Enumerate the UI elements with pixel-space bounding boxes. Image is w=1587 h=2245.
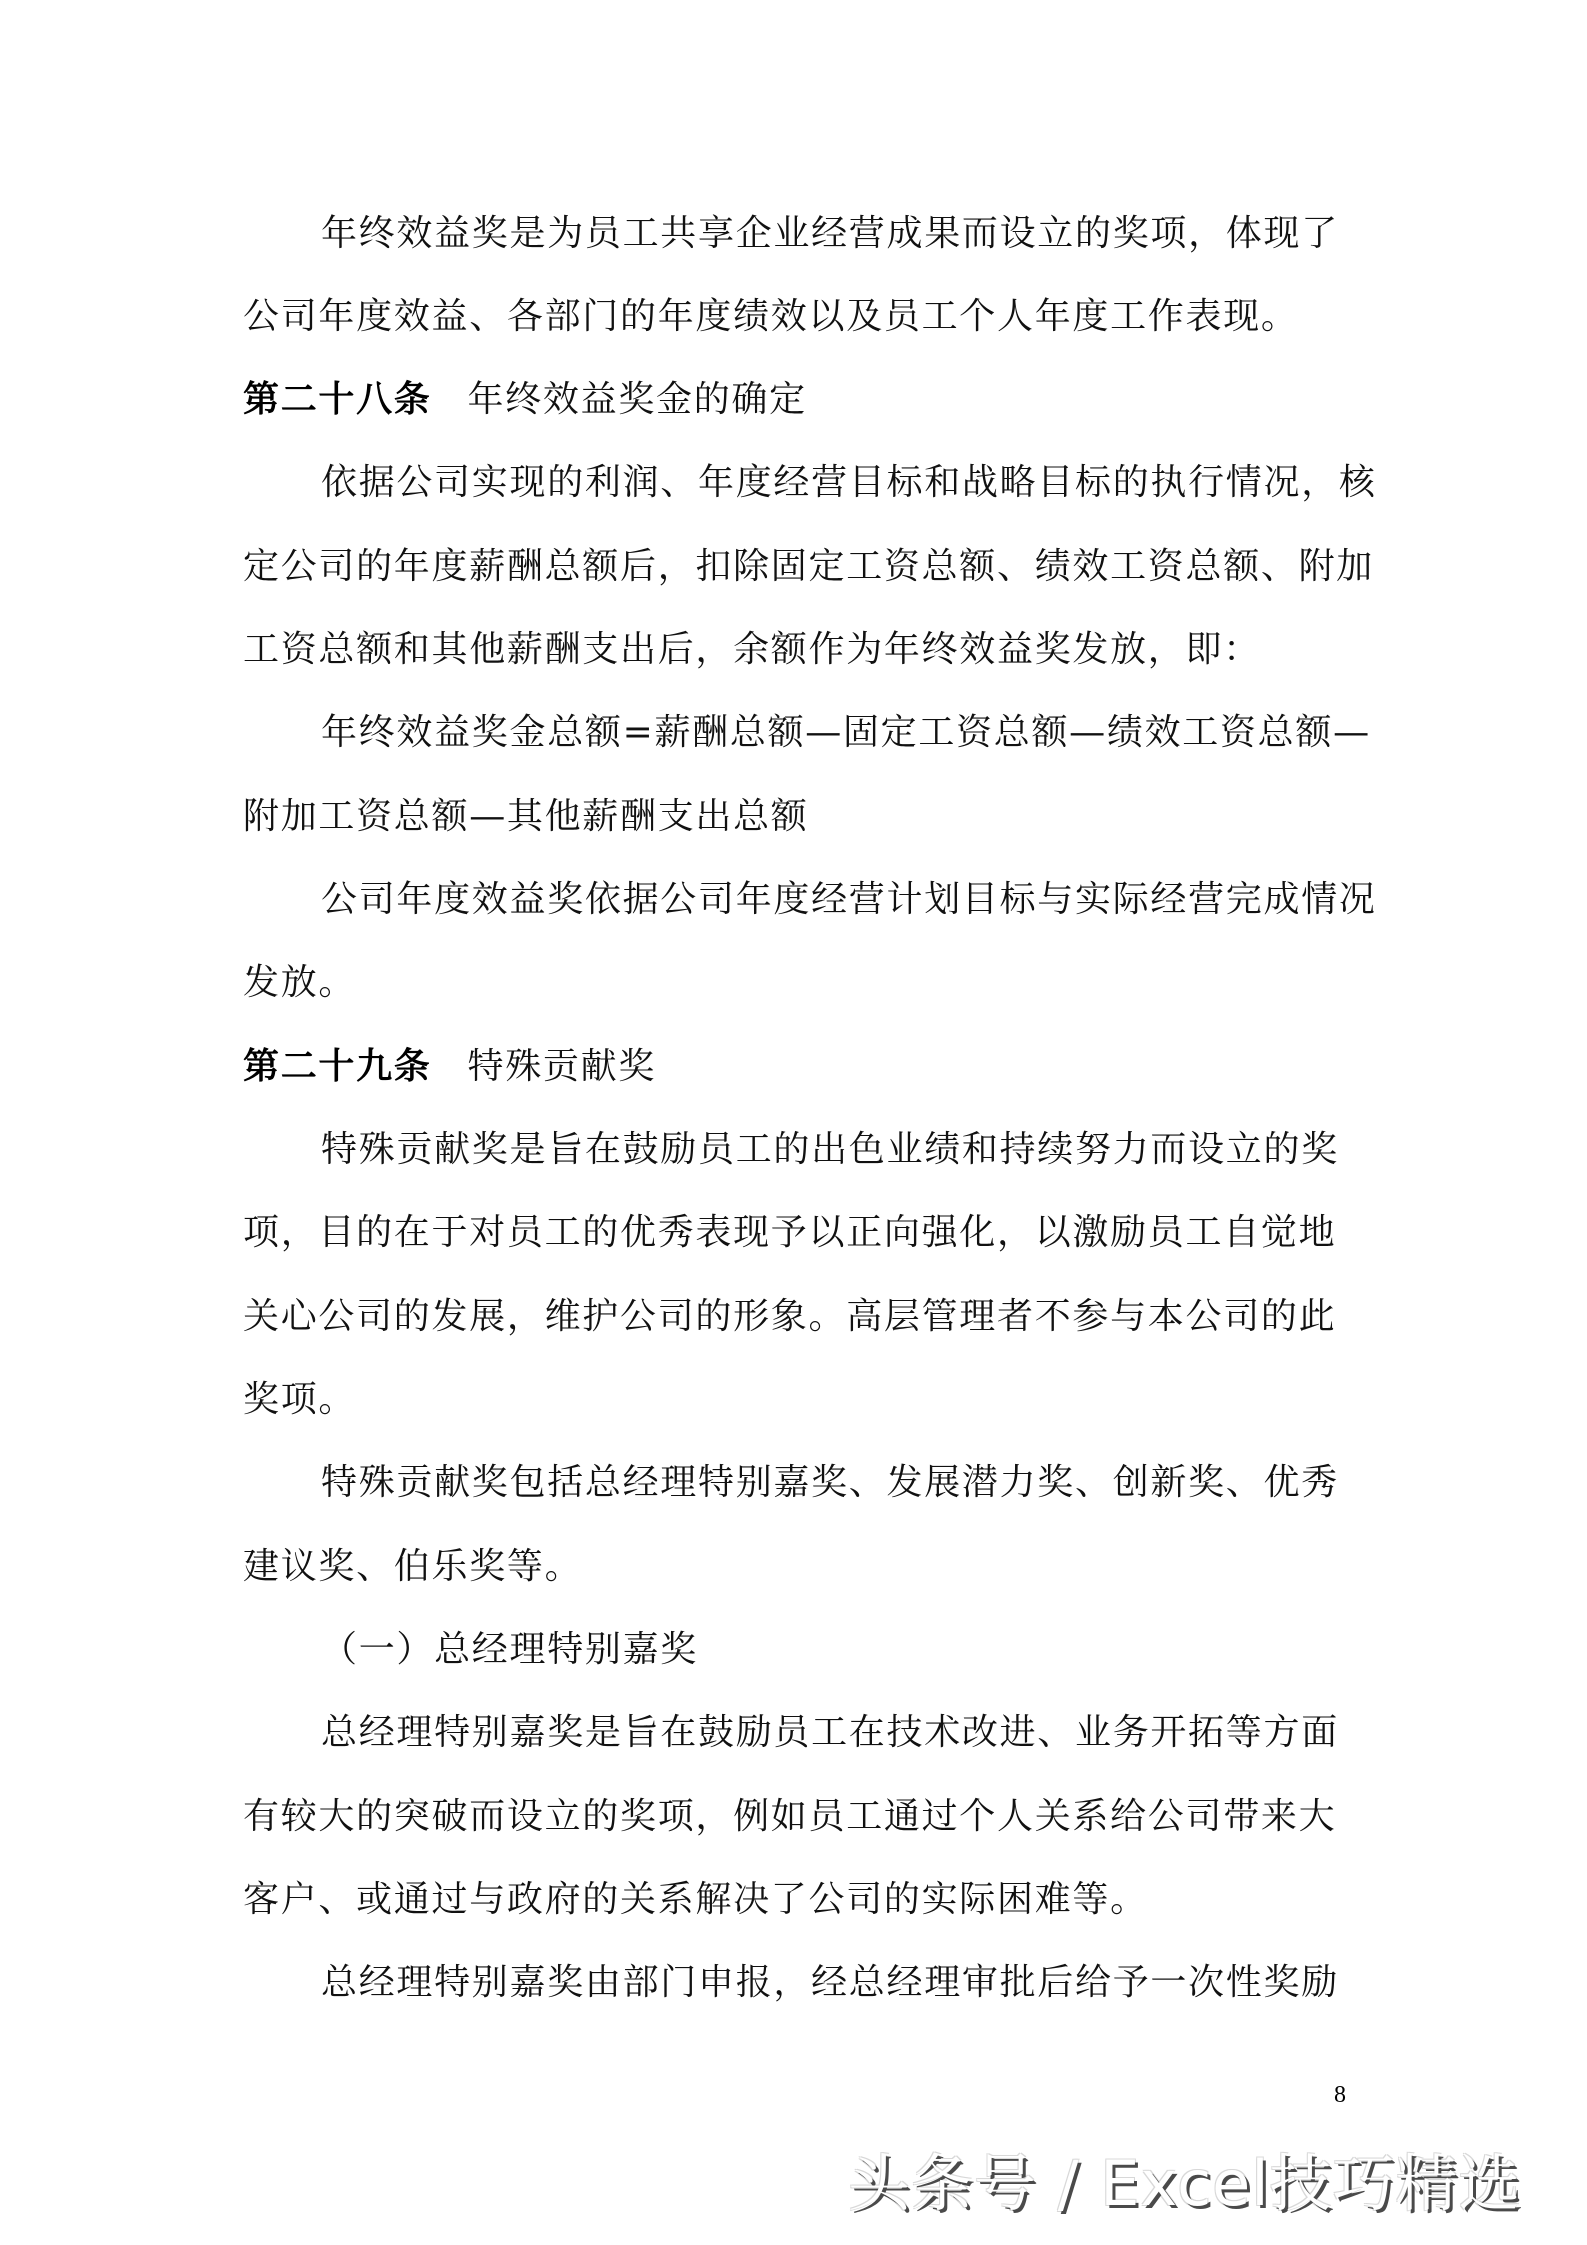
article-title: 年终效益奖金的确定 [467,379,807,421]
paragraph-line: 特殊贡献奖包括总经理特别嘉奖、发展潜力奖、创新奖、优秀 [321,1462,1339,1504]
paragraph-line: 定公司的年度薪酬总额后，扣除固定工资总额、绩效工资总额、附加 [243,545,1375,587]
paragraph-line: 建议奖、伯乐奖等。 [243,1545,583,1587]
formula-line: 附加工资总额—其他薪酬支出总额 [243,795,809,837]
paragraph-line: 关心公司的发展，维护公司的形象。高层管理者不参与本公司的此 [243,1295,1337,1337]
paragraph-line: 有较大的突破而设立的奖项，例如员工通过个人关系给公司带来大 [243,1795,1337,1837]
article-heading-28 [243,358,1383,441]
article-number: 第二十八条 [243,379,432,421]
paragraph-line: 项，目的在于对员工的优秀表现予以正向强化，以激励员工自觉地 [243,1212,1337,1254]
paragraph-line: 依据公司实现的利润、年度经营目标和战略目标的执行情况，核 [321,462,1377,504]
page-number: 8 [1334,2082,1346,2108]
paragraph-line: 工资总额和其他薪酬支出后，余额作为年终效益奖发放，即： [243,629,1261,671]
paragraph-line: 奖项。 [243,1379,357,1421]
document-body [243,192,1383,2025]
article-heading-29 [243,1025,1383,1108]
paragraph-line: 年终效益奖是为员工共享企业经营成果而设立的奖项，体现了 [321,212,1339,254]
paragraph-line: 客户、或通过与政府的关系解决了公司的实际困难等。 [243,1879,1148,1921]
article-title: 特殊贡献奖 [467,1045,657,1087]
subsection-heading: （一）总经理特别嘉奖 [321,1629,699,1671]
paragraph-line: 总经理特别嘉奖由部门申报，经总经理审批后给予一次性奖励 [321,1962,1339,2004]
paragraph-line: 特殊贡献奖是旨在鼓励员工的出色业绩和持续努力而设立的奖 [321,1129,1339,1171]
paragraph-line: 公司年度效益、各部门的年度绩效以及员工个人年度工作表现。 [243,295,1299,337]
formula-line: 年终效益奖金总额=薪酬总额—固定工资总额—绩效工资总额— [321,712,1371,754]
paragraph-line: 总经理特别嘉奖是旨在鼓励员工在技术改进、业务开拓等方面 [321,1712,1339,1754]
article-number: 第二十九条 [243,1045,432,1087]
paragraph-line: 公司年度效益奖依据公司年度经营计划目标与实际经营完成情况 [321,879,1377,921]
watermark: 头条号 / Excel技巧精选 [848,2147,1522,2220]
paragraph-line: 发放。 [243,962,357,1004]
